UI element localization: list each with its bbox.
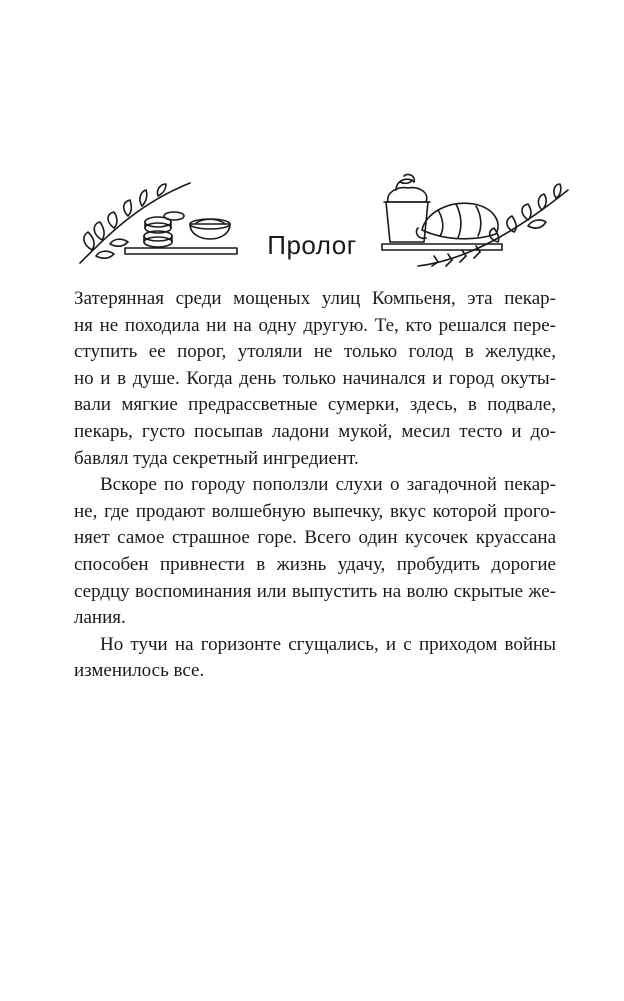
prologue-text (74, 286, 556, 685)
text-line: лания. (74, 607, 126, 629)
macarons-bowl-illustration (70, 178, 250, 278)
text-line: Затерянная среди мощеных улиц Компьеня, эта пекар- (74, 288, 556, 309)
text-line: изменилось все. (74, 660, 205, 682)
cupcake-croissant-illustration (378, 170, 578, 280)
text-line: вали мягкие предрассветные сумерки, здесь, в подвале, (74, 394, 556, 416)
text-line: ня не походила ни на одну другую. Те, кто решался пере- (74, 314, 556, 336)
text-line: няет самое страшное горе. Всего один кусочек круассана (74, 527, 556, 549)
paragraph-3 (74, 632, 556, 685)
text-line: пекарь, густо посыпав ладони мукой, месил тесто и до- (74, 420, 556, 442)
text-line: бавлял туда секретный ингредиент. (74, 447, 359, 469)
paragraph-2 (74, 472, 556, 632)
chapter-header (0, 170, 624, 280)
text-line: но и в душе. Когда день только начинался и город окуты- (74, 367, 556, 389)
text-line: способен привнести в жизнь удачу, пробудить дорогие (74, 553, 556, 575)
chapter-title: Пролог (267, 230, 357, 260)
text-line: сердцу воспоминания или выпустить на волю скрытые же- (74, 580, 556, 602)
text-line: не, где продают волшебную выпечку, вкус которой прого- (74, 500, 556, 522)
text-line: Вскоре по городу поползли слухи о загадочной пекар- (100, 474, 556, 496)
text-line: Но тучи на горизонте сгущались, и с приходом войны (100, 633, 556, 655)
paragraph-1 (74, 286, 556, 472)
text-line: ступить ее порог, утоляли не только голод в желудке, (74, 341, 556, 363)
